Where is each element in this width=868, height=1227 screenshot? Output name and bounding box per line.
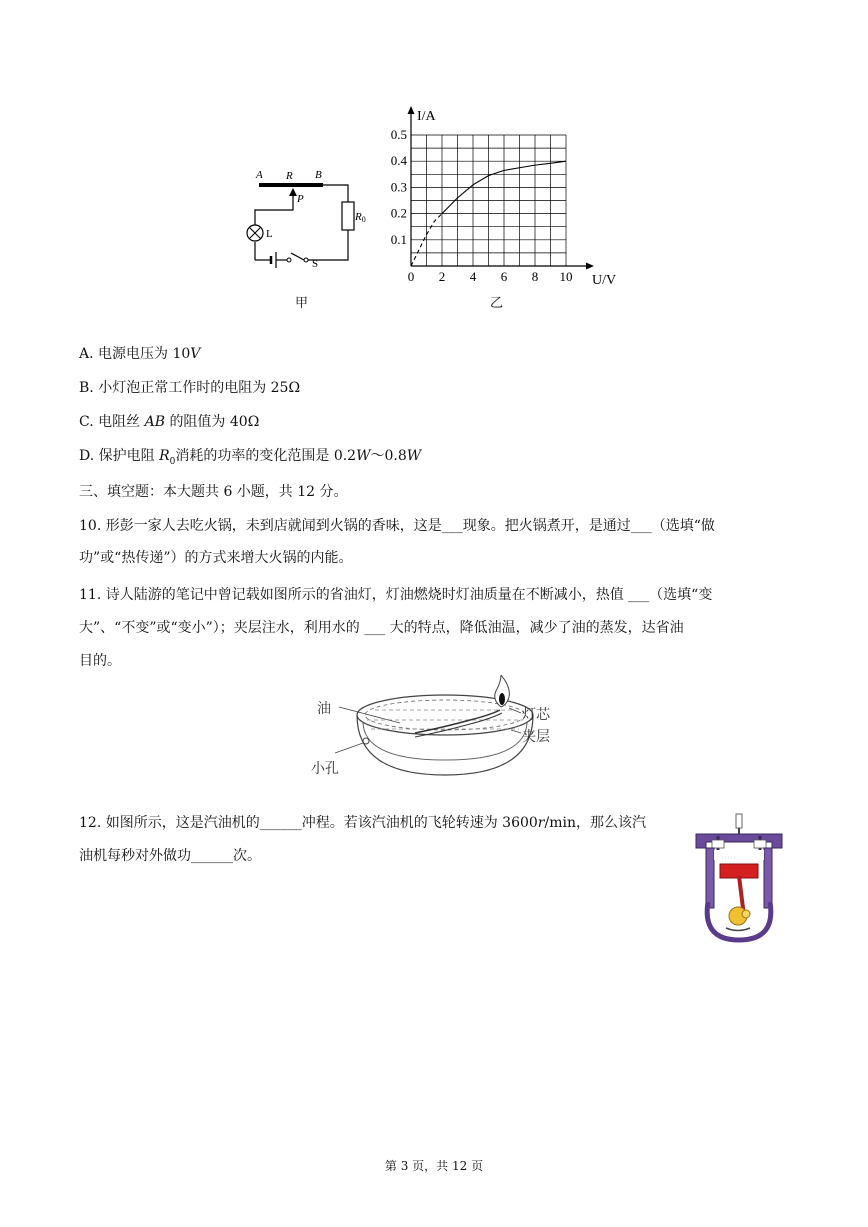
- x-tick-label: 2: [438, 269, 446, 284]
- option-a: A. 电源电压为 10V: [79, 346, 201, 362]
- label-hole: 小孔: [311, 762, 339, 777]
- x-tick-label: 8: [531, 269, 539, 284]
- label-l: L: [266, 228, 273, 240]
- label-s: S: [312, 258, 319, 270]
- label-layer: 夹层: [522, 730, 550, 745]
- y-tick-label: 0.2: [390, 205, 407, 221]
- q12-line2: 油机每秒对外做功______次。: [79, 848, 261, 864]
- option-b: B. 小灯泡正常工作时的电阻为 25Ω: [79, 380, 301, 396]
- q11-line2: 大”、“不变”或“变小”）；夹层注水，利用水的 ___ 大的特点，降低油温，减少了油的蒸发，达省油: [79, 620, 684, 636]
- oil-lamp-figure: [305, 675, 565, 785]
- q12-line1: 12. 如图所示，这是汽油机的______冲程。若该汽油机的飞轮转速为 3600r/min，那么该汽: [79, 815, 646, 831]
- x-axis-label: U/V: [592, 273, 617, 288]
- y-tick-label: 0.4: [390, 153, 407, 169]
- label-p: P: [297, 193, 304, 205]
- engine-figure: [688, 812, 788, 944]
- label-r0: R0: [355, 211, 366, 224]
- y-axis-label: I/A: [417, 109, 436, 124]
- x-tick-label: 10: [559, 269, 573, 284]
- option-c: C. 电阻丝 AB 的阻值为 40Ω: [79, 414, 260, 430]
- section-heading: 三、填空题：本大题共 6 小题，共 12 分。: [79, 484, 348, 500]
- label-wick: 灯芯: [522, 708, 550, 723]
- circuit-diagram: [236, 160, 366, 280]
- x-tick-label: 0: [407, 269, 415, 284]
- y-tick-label: 0.3: [390, 179, 407, 195]
- x-tick-label: 6: [500, 269, 508, 284]
- page-footer: 第 3 页，共 12 页: [384, 1159, 484, 1173]
- q10-line2: 功”或“热传递”）的方式来增大火锅的内能。: [79, 550, 353, 566]
- label-b: B: [315, 169, 322, 181]
- q10-line1: 10. 形彭一家人去吃火锅，未到店就闻到火锅的香味，这是___现象。把火锅煮开，是通过___（选填“做: [79, 518, 715, 534]
- iv-graph: [380, 100, 630, 290]
- q11-line3: 目的。: [79, 653, 121, 669]
- graph-caption: 乙: [490, 296, 504, 311]
- q11-line1: 11. 诗人陆游的笔记中曾记载如图所示的省油灯，灯油燃烧时灯油质量在不断减小，热值 ___（选填“变: [79, 587, 713, 603]
- option-d: D. 保护电阻 $R_0$消耗的功率的变化范围是 0.2W～0.8W: [79, 448, 422, 467]
- y-tick-label: 0.5: [390, 127, 407, 142]
- label-oil: 油: [317, 702, 331, 717]
- x-tick-label: 4: [469, 269, 477, 284]
- y-tick-label: 0.1: [390, 231, 407, 247]
- svg-text:. . . . .: . . . . .: [722, 854, 736, 860]
- circuit-caption: 甲: [295, 296, 309, 311]
- label-a: A: [256, 169, 263, 181]
- label-r: R: [286, 170, 293, 182]
